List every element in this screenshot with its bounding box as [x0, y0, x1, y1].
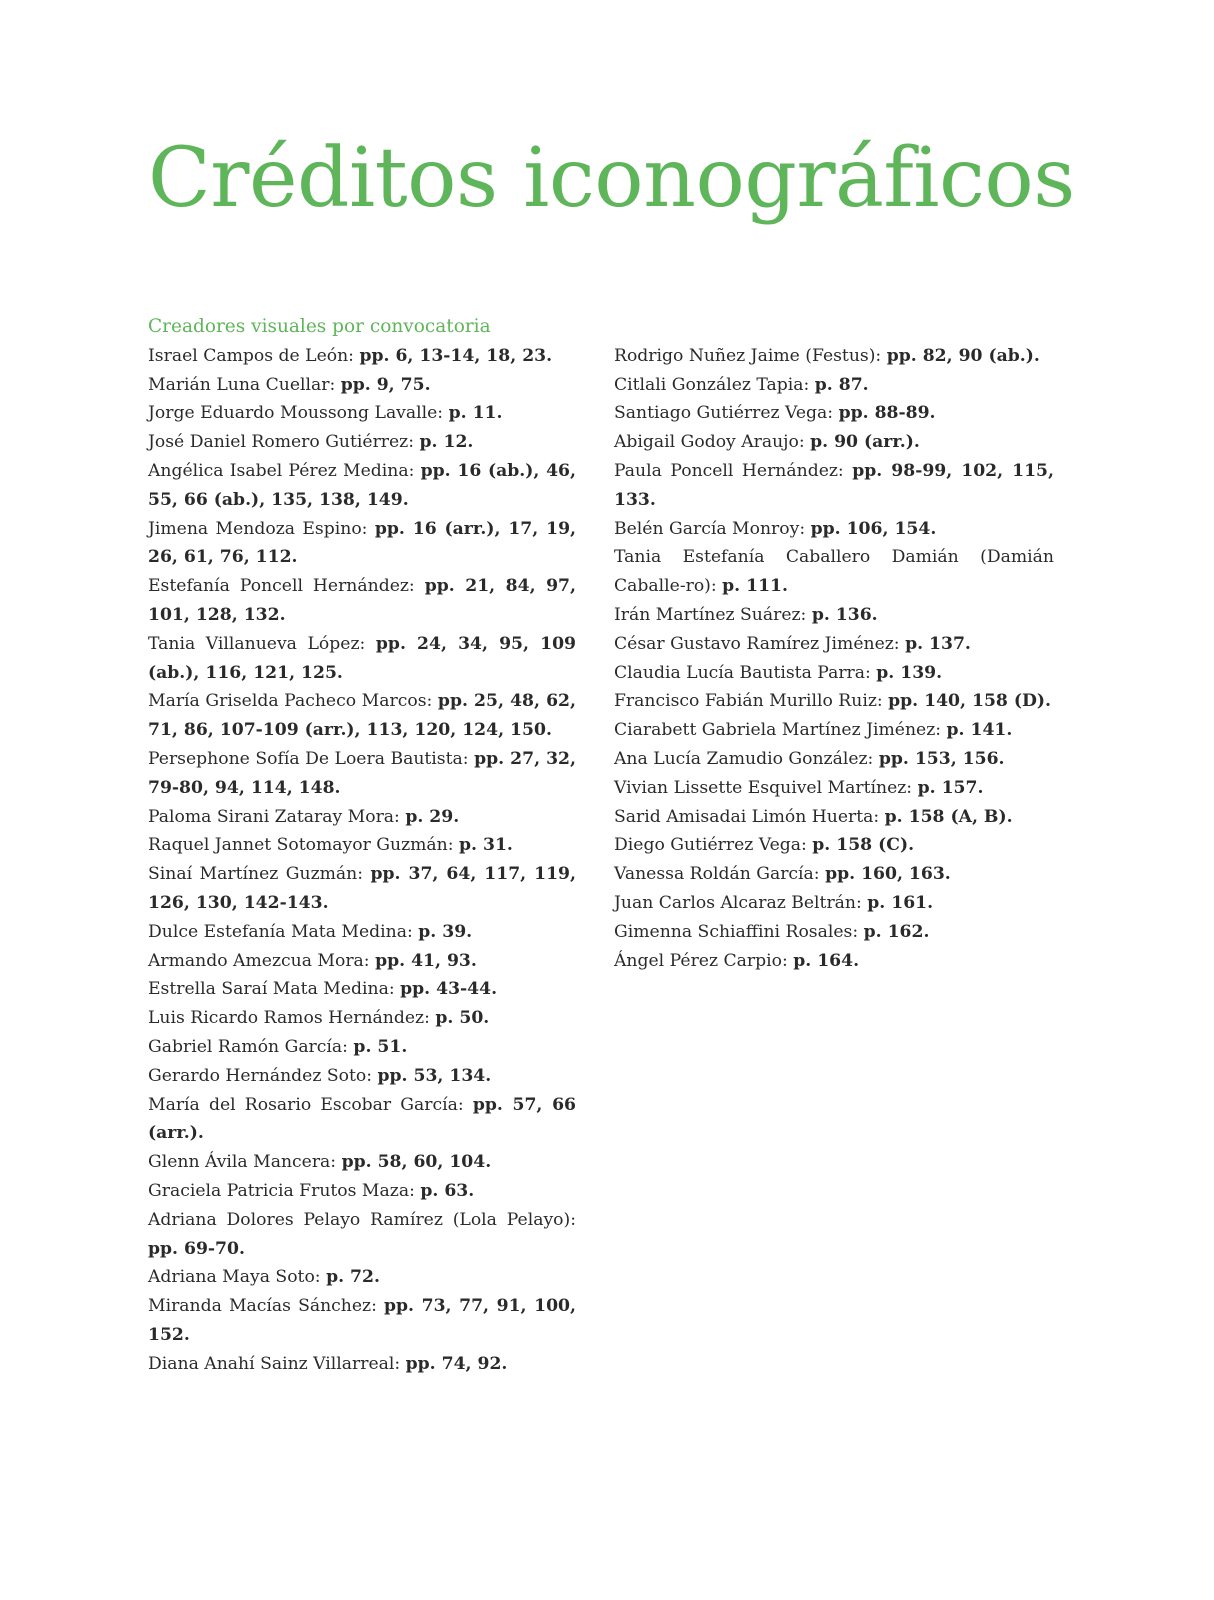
credit-entry — [614, 745, 1054, 774]
credit-name: Diego Gutiérrez Vega: — [614, 835, 807, 856]
credit-entry — [148, 428, 576, 457]
credit-name: José Daniel Romero Gutiérrez: — [148, 432, 415, 453]
credit-name: Persephone Sofía De Loera Bautista: — [148, 748, 469, 769]
credit-pages: p. 139. — [876, 662, 943, 683]
credit-name: Santiago Gutiérrez Vega: — [614, 403, 834, 424]
credit-pages: p. 111. — [722, 576, 789, 597]
credit-pages: p. 158 (C). — [812, 835, 915, 856]
credit-name: María Griselda Pacheco Marcos: — [148, 691, 433, 712]
credit-pages: pp. 41, 93. — [375, 950, 477, 971]
credit-pages: p. 162. — [863, 921, 930, 942]
credit-name: María del Rosario Escobar García: — [148, 1094, 464, 1115]
credit-entry — [148, 745, 576, 803]
credit-entry — [614, 371, 1054, 400]
credit-entry — [148, 572, 576, 630]
credit-entry — [148, 1091, 576, 1149]
credit-name: Marián Luna Cuellar: — [148, 374, 336, 395]
credit-name: Paloma Sirani Zataray Mora: — [148, 806, 400, 827]
credit-pages: p. 39. — [418, 921, 473, 942]
credit-name: Ana Lucía Zamudio González: — [614, 748, 874, 769]
credit-name: Estefanía Poncell Hernández: — [148, 576, 415, 597]
credit-pages: pp. 37, 64, 117, 119, 126, 130, 142-143. — [148, 864, 576, 913]
credit-pages: pp. 24, 34, 95, 109 (ab.), 116, 121, 125. — [148, 633, 576, 683]
credit-entry — [614, 630, 1054, 659]
credit-entry — [148, 1148, 576, 1177]
credit-pages: pp. 74, 92. — [405, 1353, 508, 1374]
credit-pages: pp. 82, 90 (ab.). — [886, 345, 1040, 366]
credit-pages: pp. 153, 156. — [878, 748, 1005, 769]
credit-pages: pp. 69-70. — [148, 1238, 245, 1259]
credit-name: Gabriel Ramón García: — [148, 1036, 348, 1057]
page-title: Créditos iconográficos — [148, 131, 1075, 226]
credit-name: Graciela Patricia Frutos Maza: — [148, 1180, 415, 1201]
credit-name: Luis Ricardo Ramos Hernández: — [148, 1008, 430, 1029]
credit-pages: pp. 25, 48, 62, 71, 86, 107-109 (arr.), 113, 120, 124, 150. — [148, 691, 576, 741]
credit-pages: pp. 43-44. — [400, 979, 498, 1000]
credit-name: Sarid Amisadai Limón Huerta: — [614, 806, 880, 827]
credit-entry — [148, 860, 576, 918]
credit-entry — [148, 1206, 576, 1264]
credit-pages: pp. 106, 154. — [810, 518, 937, 539]
credit-pages: p. 29. — [405, 806, 460, 827]
credit-name: Glenn Ávila Mancera: — [148, 1152, 337, 1173]
credit-name: Tania Villanueva López: — [148, 633, 366, 654]
credit-pages: pp. 58, 60, 104. — [341, 1152, 492, 1173]
credit-entry — [148, 515, 576, 573]
credit-pages: p. 51. — [353, 1036, 408, 1057]
credit-name: Adriana Dolores Pelayo Ramírez (Lola Pelayo): — [148, 1209, 576, 1230]
credit-name: Ciarabett Gabriela Martínez Jiménez: — [614, 720, 942, 741]
credit-pages: p. 161. — [867, 892, 934, 913]
credit-pages: pp. 88-89. — [838, 403, 936, 424]
credit-name: Miranda Macías Sánchez: — [148, 1296, 377, 1317]
credit-entry — [148, 1177, 576, 1206]
credit-entry — [614, 889, 1054, 918]
credit-name: Israel Campos de León: — [148, 345, 354, 366]
credit-pages: p. 157. — [917, 777, 984, 798]
credit-pages: p. 31. — [459, 835, 513, 856]
credit-entry — [148, 831, 576, 860]
credit-entry — [614, 803, 1054, 832]
credit-entry — [614, 428, 1054, 457]
credit-pages: pp. 21, 84, 97, 101, 128, 132. — [148, 576, 576, 625]
credit-name: Jimena Mendoza Espino: — [148, 518, 368, 539]
credit-name: Gerardo Hernández Soto: — [148, 1065, 373, 1086]
credit-entry — [148, 975, 576, 1004]
credit-name: Raquel Jannet Sotomayor Guzmán: — [148, 835, 454, 856]
credit-name: Adriana Maya Soto: — [148, 1267, 321, 1288]
credit-pages: pp. 16 (ab.), 46, 55, 66 (ab.), 135, 138, 149. — [148, 460, 576, 510]
credit-pages: pp. 98-99, 102, 115, 133. — [614, 460, 1054, 510]
credit-entry — [614, 918, 1054, 947]
credit-entry — [148, 630, 576, 688]
credit-name: Francisco Fabián Murillo Ruiz: — [614, 691, 883, 712]
credit-name: Sinaí Martínez Guzmán: — [148, 864, 364, 885]
credit-pages: p. 137. — [905, 633, 971, 654]
credit-entry — [614, 543, 1054, 601]
credit-name: Paula Poncell Hernández: — [614, 460, 844, 481]
credit-pages: p. 141. — [946, 720, 1013, 741]
credit-pages: pp. 57, 66 (arr.). — [148, 1094, 576, 1144]
credit-entry — [614, 774, 1054, 803]
credit-name: Jorge Eduardo Moussong Lavalle: — [148, 403, 444, 424]
credit-pages: p. 63. — [420, 1180, 475, 1201]
credit-name: Citlali González Tapia: — [614, 374, 810, 395]
credit-pages: p. 87. — [814, 374, 869, 395]
credit-entry — [148, 1350, 576, 1379]
credit-entry — [614, 659, 1054, 688]
credit-pages: p. 11. — [448, 403, 503, 424]
credit-pages: pp. 6, 13-14, 18, 23. — [359, 345, 553, 366]
credit-entry — [614, 457, 1054, 515]
credit-name: Dulce Estefanía Mata Medina: — [148, 921, 413, 942]
credit-entry — [614, 860, 1054, 889]
credit-name: Belén García Monroy: — [614, 518, 806, 539]
credit-entry — [148, 1004, 576, 1033]
credit-entry — [614, 947, 1054, 976]
credit-name: Armando Amezcua Mora: — [148, 950, 370, 971]
credit-entry — [148, 803, 576, 832]
credit-pages: p. 72. — [326, 1267, 380, 1288]
credit-name: Vivian Lissette Esquivel Martínez: — [614, 777, 913, 798]
credit-entry — [148, 1292, 576, 1350]
credit-name: Ángel Pérez Carpio: — [614, 950, 788, 971]
credits-column-left — [148, 313, 576, 1378]
credit-entry — [148, 1033, 576, 1062]
credit-pages: pp. 160, 163. — [825, 864, 951, 885]
credit-entry — [148, 687, 576, 745]
credit-name: Vanessa Roldán García: — [614, 864, 820, 885]
credit-pages: pp. 9, 75. — [340, 374, 431, 395]
credit-entry — [148, 371, 576, 400]
credit-name: César Gustavo Ramírez Jiménez: — [614, 633, 900, 654]
credit-entry — [614, 399, 1054, 428]
credit-entry — [614, 831, 1054, 860]
credit-entry — [148, 457, 576, 515]
credit-name: Juan Carlos Alcaraz Beltrán: — [614, 892, 862, 913]
credit-entry — [148, 399, 576, 428]
credit-pages: p. 50. — [435, 1008, 490, 1029]
credit-pages: p. 90 (arr.). — [810, 432, 920, 453]
credits-list-right — [614, 342, 1054, 976]
credit-pages: p. 12. — [419, 432, 474, 453]
credit-entry — [614, 687, 1054, 716]
credit-name: Abigail Godoy Araujo: — [614, 432, 805, 453]
credit-entry — [614, 515, 1054, 544]
credit-entry — [148, 947, 576, 976]
credit-pages: pp. 140, 158 (D). — [888, 691, 1052, 712]
credit-name: Estrella Saraí Mata Medina: — [148, 979, 395, 1000]
credit-name: Claudia Lucía Bautista Parra: — [614, 662, 871, 683]
credits-list-left — [148, 342, 576, 1379]
credit-entry — [148, 342, 576, 371]
credits-column-right — [614, 313, 1054, 975]
credit-name: Rodrigo Nuñez Jaime (Festus): — [614, 345, 882, 366]
credit-entry — [148, 918, 576, 947]
credit-pages: pp. 16 (arr.), 17, 19, 26, 61, 76, 112. — [148, 518, 577, 568]
credit-entry — [614, 342, 1054, 371]
credit-name: Gimenna Schiaffini Rosales: — [614, 921, 859, 942]
credit-pages: pp. 53, 134. — [377, 1065, 492, 1086]
credit-entry — [148, 1263, 576, 1292]
credit-name: Tania Estefanía Caballero Damián (Damián Caballe-ro): — [614, 547, 1054, 597]
credit-entry — [148, 1062, 576, 1091]
credit-pages: p. 136. — [811, 604, 878, 625]
section-heading: Creadores visuales por convocatoria — [148, 316, 491, 337]
credit-pages: pp. 27, 32, 79-80, 94, 114, 148. — [148, 748, 576, 798]
credit-pages: pp. 73, 77, 91, 100, 152. — [148, 1296, 576, 1345]
credit-name: Irán Martínez Suárez: — [614, 604, 807, 625]
credit-name: Diana Anahí Sainz Villarreal: — [148, 1353, 401, 1374]
credit-pages: p. 164. — [793, 950, 860, 971]
credit-name: Angélica Isabel Pérez Medina: — [148, 460, 415, 481]
credit-pages: p. 158 (A, B). — [884, 806, 1013, 827]
credit-entry — [614, 601, 1054, 630]
credit-entry — [614, 716, 1054, 745]
